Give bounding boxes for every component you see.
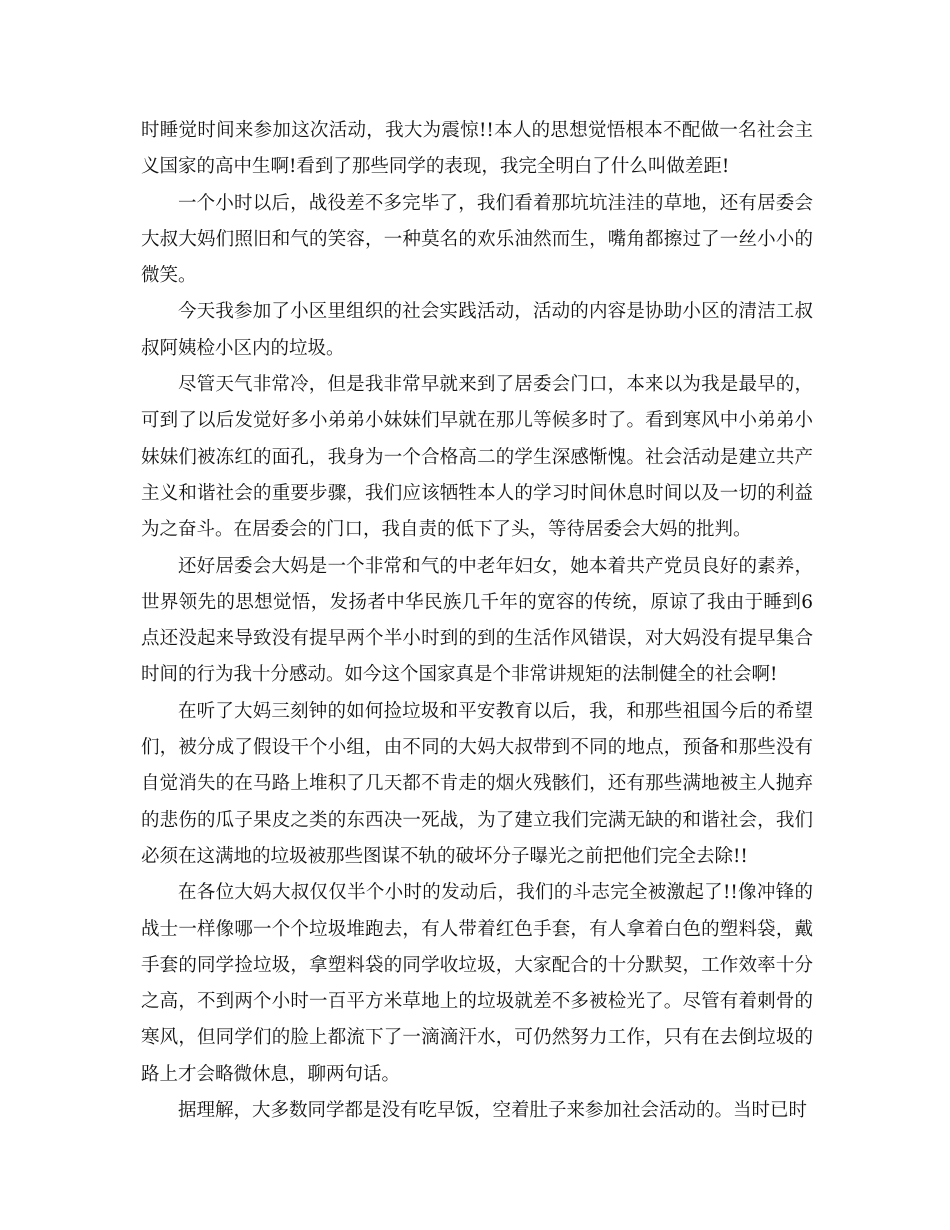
paragraph-5: 还好居委会大妈是一个非常和气的中老年妇女，她本着共产党员良好的素养，世界领先的思想觉悟，发扬者中华民族几千年的宽容的传统，原谅了我由于睡到6点还没起来导致没有提早两个半小时到的到的生活作风错误，对大妈没有提早集合时间的行为我十分感动。如今这个国家真是个非常讲规矩的法制健全的社会啊!	[141, 555, 813, 686]
paragraph-7: 在各位大妈大叔仅仅半个小时的发动后，我们的斗志完全被激起了!!像冲锋的战士一样像哪一个个垃圾堆跑去，有人带着红色手套，有人拿着白色的塑料袋，戴手套的同学捡垃圾，拿塑料袋的同学收垃圾，大家配合的十分默契，工作效率十分之高，不到两个小时一百平方米草地上的垃圾就差不多被检光了。尽管有着刺骨的寒风，但同学们的脸上都流下了一滴滴汗水，可仍然努力工作，只有在去倒垃圾的路上才会略微休息，聊两句话。	[141, 882, 813, 1085]
paragraph-4: 尽管天气非常冷，但是我非常早就来到了居委会门口，本来以为我是最早的，可到了以后发觉好多小弟弟小妹妹们早就在那儿等候多时了。看到寒风中小弟弟小妹妹们被冻红的面孔，我身为一个合格高二的学生深感惭愧。社会活动是建立共产主义和谐社会的重要步骤，我们应该牺牲本人的学习时间休息时间以及一切的利益为之奋斗。在居委会的门口，我自责的低下了头，等待居委会大妈的批判。	[141, 374, 813, 541]
paragraph-2: 一个小时以后，战役差不多完毕了，我们看着那坑坑洼洼的草地，还有居委会大叔大妈们照旧和气的笑容，一种莫名的欢乐油然而生，嘴角都擦过了一丝小小的微笑。	[141, 192, 813, 287]
paragraph-8: 据理解，大多数同学都是没有吃早饭，空着肚子来参加社会活动的。当时已时	[178, 1100, 808, 1122]
paragraph-1: 时睡觉时间来参加这次活动，我大为震惊!!本人的思想觉悟根本不配做一名社会主义国家的高中生啊!看到了那些同学的表现，我完全明白了什么叫做差距!	[141, 120, 813, 178]
paragraph-3: 今天我参加了小区里组织的社会实践活动，活动的内容是协助小区的清洁工叔叔阿姨检小区内的垃圾。	[141, 301, 813, 359]
paragraph-6: 在听了大妈三刻钟的如何捡垃圾和平安教育以后，我，和那些祖国今后的希望们，被分成了假设干个小组，由不同的大妈大叔带到不同的地点，预备和那些没有自觉消失的在马路上堆积了几天都不肯走的烟火残骸们，还有那些满地被主人抛弃的悲伤的瓜子果皮之类的东西决一死战，为了建立我们完满无缺的和谐社会，我们必须在这满地的垃圾被那些图谋不轨的破坏分子曝光之前把他们完全去除!!	[141, 700, 813, 867]
document-body	[141, 113, 813, 1129]
